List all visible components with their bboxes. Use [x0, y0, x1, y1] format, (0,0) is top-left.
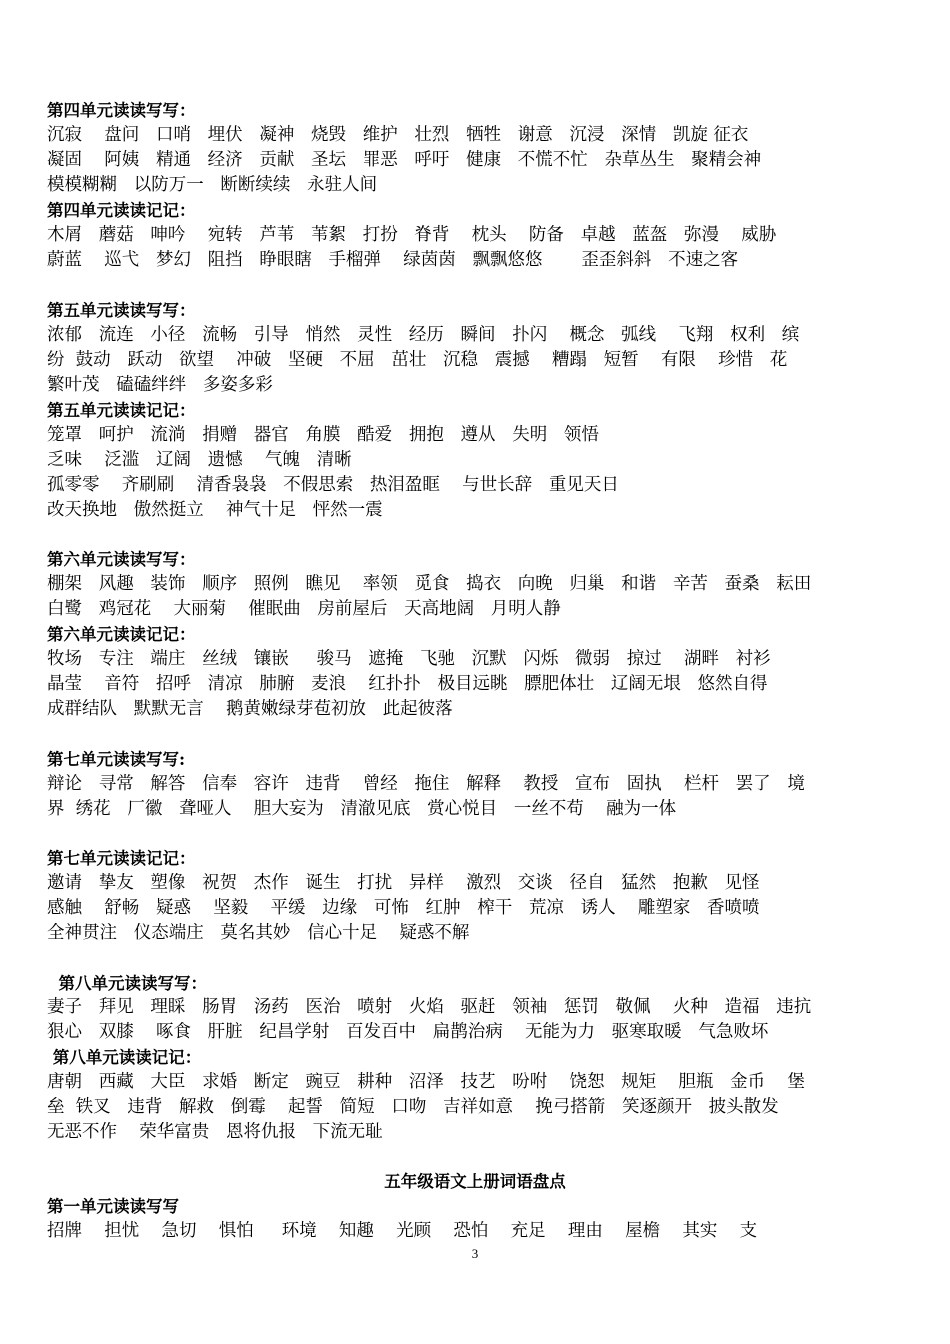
word-list-line: 招牌 担忧 急切 惧怕 环境 知趣 光顾 恐怕 充足 理由 屋檐 其实 支 — [47, 1221, 758, 1241]
page-number: 3 — [471, 1246, 479, 1261]
unit-heading: 第六单元读读写写： — [47, 550, 196, 569]
word-list-line: 牧场 专注 端庄 丝绒 镶嵌 骏马 遮掩 飞驰 沉默 闪烁 微弱 掠过 湖畔 衬衫 — [47, 649, 771, 669]
word-list-line: 狠心 双膝 啄食 肝脏 纪昌学射 百发百中 扁鹊治病 无能为力 驱寒取暖 气急败坏 — [47, 1022, 769, 1042]
word-list-line: 妻子 拜见 理睬 肠胃 汤药 医治 喷射 火焰 驱赶 领袖 惩罚 敬佩 火种 造福 违抗 — [47, 997, 812, 1017]
unit-heading: 第五单元读读写写： — [47, 301, 196, 320]
unit-heading: 第一单元读读写写 — [47, 1197, 179, 1216]
word-list-line: 感触 舒畅 疑惑 坚毅 平缓 边缘 可怖 红肿 榨干 荒凉 诱人 雕塑家 香喷喷 — [47, 898, 760, 918]
unit-heading: 第四单元读读记记： — [47, 201, 196, 220]
unit-heading: 第五单元读读记记： — [47, 401, 196, 420]
unit-heading: 第七单元读读记记： — [47, 849, 196, 868]
word-list-line: 界 绣花 厂徽 聋哑人 胆大妄为 清澈见底 赏心悦目 一丝不苟 融为一体 — [47, 799, 677, 819]
section-title: 五年级语文上册词语盘点 — [384, 1172, 566, 1191]
unit-heading: 第八单元读读写写： — [47, 974, 207, 993]
word-list-line: 繁叶茂 磕磕绊绊 多姿多彩 — [47, 375, 273, 395]
word-list-line: 全神贯注 仪态端庄 莫名其妙 信心十足 疑惑不解 — [47, 923, 470, 943]
word-list-line: 成群结队 默默无言 鹅黄嫩绿芽苞初放 此起彼落 — [47, 699, 453, 719]
word-list-line: 凝固 阿姨 精通 经济 贡献 圣坛 罪恶 呼吁 健康 不慌不忙 杂草丛生 聚精会神 — [47, 150, 762, 170]
word-list-line: 邀请 挚友 塑像 祝贺 杰作 诞生 打扰 异样 激烈 交谈 径自 猛然 抱歉 见怪 — [47, 873, 760, 893]
word-list-line: 模模糊糊 以防万一 断断续续 永驻人间 — [47, 175, 378, 195]
unit-heading: 第八单元读读记记： — [47, 1048, 202, 1067]
word-list-line: 孤零零 齐刷刷 清香袅袅 不假思索 热泪盈眶 与世长辞 重见天日 — [47, 475, 619, 495]
word-list-line: 唐朝 西藏 大臣 求婚 断定 豌豆 耕种 沼泽 技艺 吩咐 饶恕 规矩 胆瓶 金币 堡 — [47, 1072, 805, 1092]
word-list-line: 木屑 蘑菇 呻吟 宛转 芦苇 苇絮 打扮 脊背 枕头 防备 卓越 蓝盔 弥漫 威胁 — [47, 225, 777, 245]
unit-heading: 第六单元读读记记： — [47, 625, 196, 644]
word-list-line: 晶莹 音符 招呼 清凉 肺腑 麦浪 红扑扑 极目远眺 膘肥体壮 辽阔无垠 悠然自得 — [47, 674, 768, 694]
word-list-line: 白鹭 鸡冠花 大丽菊 催眠曲 房前屋后 天高地阔 月明人静 — [47, 599, 561, 619]
word-list-line: 棚架 风趣 装饰 顺序 照例 瞧见 率领 觅食 捣衣 向晚 归巢 和谐 辛苦 蚕桑 耘田 — [47, 574, 812, 594]
word-list-line: 纷 鼓动 跃动 欲望 冲破 坚硬 不屈 茁壮 沉稳 震撼 糟蹋 短暂 有限 珍惜 花 — [47, 350, 788, 370]
unit-heading: 第四单元读读写写： — [47, 101, 196, 120]
word-list-line: 浓郁 流连 小径 流畅 引导 悄然 灵性 经历 瞬间 扑闪 概念 弧线 飞翔 权利 缤 — [47, 325, 800, 345]
word-list-line: 蔚蓝 巡弋 梦幻 阻挡 睁眼瞎 手榴弹 绿茵茵 飘飘悠悠 歪歪斜斜 不速之客 — [47, 250, 739, 270]
word-list-line: 乏味 泛滥 辽阔 遗憾 气魄 清晰 — [47, 450, 352, 470]
word-list-line: 无恶不作 荣华富贵 恩将仇报 下流无耻 — [47, 1122, 383, 1142]
word-list-line: 垒 铁叉 违背 解救 倒霉 起誓 简短 口吻 吉祥如意 挽弓搭箭 笑逐颜开 披头散发 — [47, 1097, 779, 1117]
word-list-line: 改天换地 傲然挺立 神气十足 怦然一震 — [47, 500, 383, 520]
word-list-line: 沉寂 盘问 口哨 埋伏 凝神 烧毁 维护 壮烈 牺牲 谢意 沉浸 深情 凯旋 征衣 — [47, 125, 749, 145]
word-list-line: 辩论 寻常 解答 信奉 容许 违背 曾经 拖住 解释 教授 宣布 固执 栏杆 罢了 境 — [47, 774, 805, 794]
word-list-line: 笼罩 呵护 流淌 捐赠 器官 角膜 酷爱 拥抱 遵从 失明 领悟 — [47, 425, 599, 445]
unit-heading: 第七单元读读写写: — [47, 750, 186, 769]
